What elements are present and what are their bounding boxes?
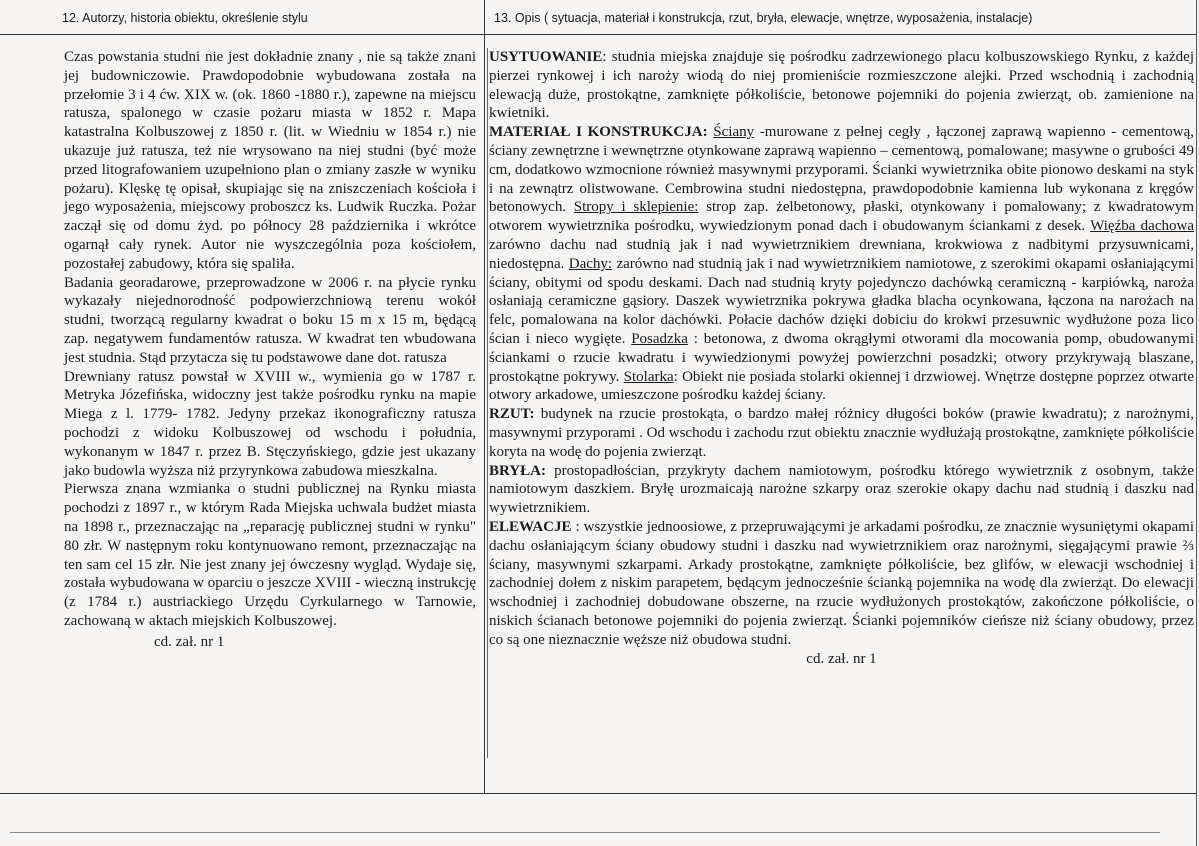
history-paragraph-2: Badania georadarowe, przeprowadzone w 2006 r. na płycie rynku wykazały niejednorodność podpowierzchniową terenu wokół studni, tworzącą regularny kwadrat o boku 15 m x 15 m, będącą zap. negatywem fundamentów ratusza. W kwadrat ten wbudowana jest studnia. Stąd przytacza się tu podstawowe dane dot. ratusza: [64, 274, 476, 366]
header-row: [0, 0, 1196, 35]
walls-label: Ściany: [713, 124, 755, 141]
floor-label: Posadzka: [631, 330, 688, 347]
joinery-text: : Obiekt nie posiada stolarki okiennej i drzwiowej. Wnętrze dostępne poprzez otwarte otwory arkadowe, umieszczone pośrodku każdej ściany.: [489, 368, 1194, 404]
material-section: MATERIAŁ I KONSTRUKCJA: Ściany -murowane z pełnej cegły , łączonej zaprawą wapienno - cementową, ściany zewnętrzne i wewnętrzne otynkowane zaprawą wapienno – cementową, pomalowane; masywne o grubości 49 cm, dodatkowo wzmocnione również masywnymi przyporami. Ścianki wywietrznika obite pionowo deskami na styk i na zewnątrz olistwowane. Cembrowina studni niedostępna, prawdopodobnie kamienna lub wykonana z kręgów betonowych. Stropy i sklepienie: strop zap. żelbetonowy, płaski, otynkowany i pomalowany; z kwadratowym otworem wywietrznika pośrodku, wywiedzionym ponad dach i obudowanym ściankami z desek. Więźba dachowa zarówno dachu nad studnią jak i nad wywietrznikiem drewniana, krokwiowa z nadbitymi przysuwnicami, niedostępna. Dachy: zarówno nad studnią jak i nad wywietrznikiem namiotowe, z szerokimi okapami osłaniającymi ściany, obitymi od spodu deskami. Dach nad studnią kryty pojedynczo dachówką ceramiczną - karpiówką, naroża osłaniają ceramiczne gąsiory. Daszek wywietrznika pokrywa gładka blacha ocynkowana, łączona na narożach na felc, pomalowana na kolor dachówki. Połacie dachów dzięki dobiciu do krokwi przesuwnic wydłużone poza lico ścian i nieco wygięte. Posadzka : betonowa, z dwoma okrągłymi otworami dla mocowania pomp, obudowanymi ściankami o rzucie kwadratu i wywiedzionymi powyżej powierzchni posadzki; otwory przykrywają blaszane, prostokątne pokrywy. Stolarka: Obiekt nie posiada stolarki okiennej i drzwiowej. Wnętrze dostępne poprzez otwarte otwory arkadowe, umieszczone pośrodku każdej ściany.: [489, 124, 1194, 404]
elevations-section: [489, 518, 1194, 650]
ceilings-label: Stropy i sklepienie:: [573, 199, 699, 216]
history-continuation-note: cd. zał. nr 1: [154, 633, 225, 650]
ceilings-text: strop zap. żelbetonowy, płaski, otynkowany i pomalowany; z kwadratowym otworem wywietrznika pośrodku, wywiedzionym ponad dach i obudowanym ściankami z desek.: [489, 199, 1194, 235]
location-heading: USYTUOWANIE: [489, 49, 603, 65]
column-divider-inner: [487, 48, 488, 758]
massing-section: [489, 462, 1194, 518]
description-column: [489, 48, 1194, 668]
plan-heading: RZUT:: [489, 406, 535, 423]
bottom-rule: [0, 793, 1196, 794]
description-continuation-note: cd. zał. nr 1: [806, 650, 877, 667]
plan-text: budynek na rzucie prostokąta, o bardzo małej różnicy długości boków (prawie kwadratu); z narożnymi, masywnymi przyporami . Od wschodu i zachodu rzut obiektu znacznie wydłużają prostokątne, zamknięte półkoliście koryta na wodę do pojenia zwierząt.: [489, 406, 1194, 460]
section-13-header: 13. Opis ( sytuacja, materiał i konstrukcja, rzut, bryła, elewacje, wnętrze, wyposażenia, instalacje): [494, 11, 1033, 25]
history-column: [64, 48, 476, 652]
elevations-text: : wszystkie jednoosiowe, z przepruwającymi je arkadami pośrodku, ze znacznie wysuniętymi okapami dachu osłaniającym ściany obudowy studni i daszku nad wywietrznikiem oraz narożnymi, sięgającymi prawie ⅔ ściany, masywnymi szkarpami. Arkady prostokątne, zamknięte półkoliście, bez glifów, w elewacji wschodniej i zachodniej dołem z niskim parapetem, będącym jednocześnie ścianką pojemnika na wodę dla zwierząt. Do elewacji wschodniej i zachodniej dobudowane obszerne, na rzucie wydłużonych prostokątów, zakończone półkoliście, o niskich ścianach betonowe pojemniki do pojenia zwierząt. Ścianki pojemników cieńsze niż ściany obudowy, przez co są one nieznacznie węższe niż obudowa studni.: [489, 518, 1194, 648]
roofs-text: zarówno nad studnią jak i nad wywietrznikiem namiotowe, z szerokimi okapami osłaniającymi ściany, obitymi od spodu deskami. Dach nad studnią kryty pojedynczo dachówką ceramiczną - karpiówką, naroża osłaniają ceramiczne gąsiory. Daszek wywietrznika pokrywa gładka blacha ocynkowana, łączona na narożach na felc, pomalowana na kolor dachówki. Połacie dachów dzięki dobiciu do krokwi przesuwnic wydłużone poza lico ścian i nieco wygięte.: [489, 255, 1194, 347]
floor-text: : betonowa, z dwoma okrągłymi otworami dla mocowania pomp, obudowanymi ściankami o rzucie kwadratu i wywiedzionymi powyżej powierzchni posadzki; otwory przykrywają blaszane, prostokątne pokrywy.: [489, 330, 1194, 385]
elevations-heading: ELEWACJE: [489, 518, 572, 535]
roofs-label: Dachy:: [568, 255, 613, 272]
history-paragraph-1: Czas powstania studni nie jest dokładnie znany , nie są także znani jej budowniczowie. Prawdopodobnie wybudowana została na przełomie 3 i 4 ćw. XIX w. (ok. 1860 -1880 r.), zapewne na miejscu ratusza, spalonego w czasie pożaru miasta w 1852 r. Mapa katastralna Kolbuszowej z 1850 r. (lit. w Wiedniu w 1854 r.) nie ukazuje już ratusza, też nie wrysowano na niej studni (być może przed litografowaniem uzupełniono plan o zmiany zaszłe w wyniku pożaru). Klęskę tę opisał, skupiając się na zniszczeniach kościoła i jego wyposażenia, miejscowy proboszcz ks. Ludwik Ruczka. Pożar zaczął się od domu żyd. po północy 28 października i wkrótce ogarnął cały rynek. Autor nie wyszczególnia poza kościołem, pozostałej zabudowy, która się spaliła.: [64, 49, 476, 272]
bottom-edge-line: [10, 832, 1160, 833]
roof-truss-label: Więźba dachowa: [1090, 218, 1194, 235]
roof-truss-text: zarówno dachu nad studnią jak i nad wywietrznikiem drewniana, krokwiowa z nadbitymi przysuwnicami, niedostępna.: [489, 236, 1194, 272]
material-heading: MATERIAŁ I KONSTRUKCJA: [489, 124, 703, 141]
walls-text: -murowane z pełnej cegły , łączonej zaprawą wapienno - cementową, ściany zewnętrzne i wewnętrzne otynkowane zaprawą wapienno – cementową, pomalowane; masywne o grubości 49 cm, dodatkowo wzmocnione również masywnymi przyporami. Ścianki wywietrznika obite pionowo deskami na styk i na zewnątrz olistwowane. Cembrowina studni niedostępna, prawdopodobnie kamienna lub wykonana z kręgów betonowych.: [489, 124, 1194, 216]
location-text: : studnia miejska znajduje się pośrodku zadrzewionego placu kolbuszowskiego Rynku, z każdej pierzei rynkowej i ich naroży wiodą do niej promieniście rozmieszczone alejki. Przed wschodnią i zachodnią elewacją duże, prostokątne, zamknięte półkoliście, betonowe pojemniki do pojenia zwierząt, ob. zamienione na kwietniki.: [489, 49, 1194, 122]
location-section: [489, 48, 1194, 123]
massing-heading: BRYŁA:: [489, 462, 546, 479]
massing-text: prostopadłościan, przykryty dachem namiotowym, pośrodku którego wywietrznik z osobnym, także namiotowym daszkiem. Bryłę urozmaicają narożne szkarpy oraz szerokie okapy dachu nad studnią i daszku nad wywietrznikiem.: [489, 462, 1194, 517]
plan-section: [489, 405, 1194, 461]
history-paragraph-4: Pierwsza znana wzmianka o studni publicznej na Rynku miasta pochodzi z 1897 r., w którym Rada Miejska uchwala budżet miasta na 1898 r., przeznaczając na „reparację publicznej studni w rynku" 80 złr. W następnym roku kontynuowano remont, przeznaczając na ten sam cel 15 złr. Nie jest znany jej ówczesny wygląd. Wydaje się, została wybudowana w oparciu o jeszcze XVIII - wieczną instrukcję (z 1784 r.) austriackiego Urzędu Cyrkularnego w Tarnowie, zachowaną w aktach miejskich Kolbuszowej.: [64, 481, 476, 629]
history-paragraph-3: Drewniany ratusz powstał w XVIII w., wymienia go w 1787 r. Metryka Józefińska, widoczny jest także pośrodku rynku na mapie Miega z l. 1779- 1782. Jedyny przekaz ikonograficzny ratusza pochodzi z widoku Kolbuszowej od wschodu i południa, wykonanym w 1847 r. przez B. Stęczyńskiego, gdzie jest ukazany jako budowla wyższa niż przyrynkowa zabudowa mieszkalna.: [64, 368, 476, 479]
joinery-label: Stolarka: [623, 368, 674, 385]
right-border: [1196, 0, 1197, 846]
column-divider: [484, 0, 485, 793]
section-12-header: 12. Autorzy, historia obiektu, określenie stylu: [62, 11, 308, 25]
